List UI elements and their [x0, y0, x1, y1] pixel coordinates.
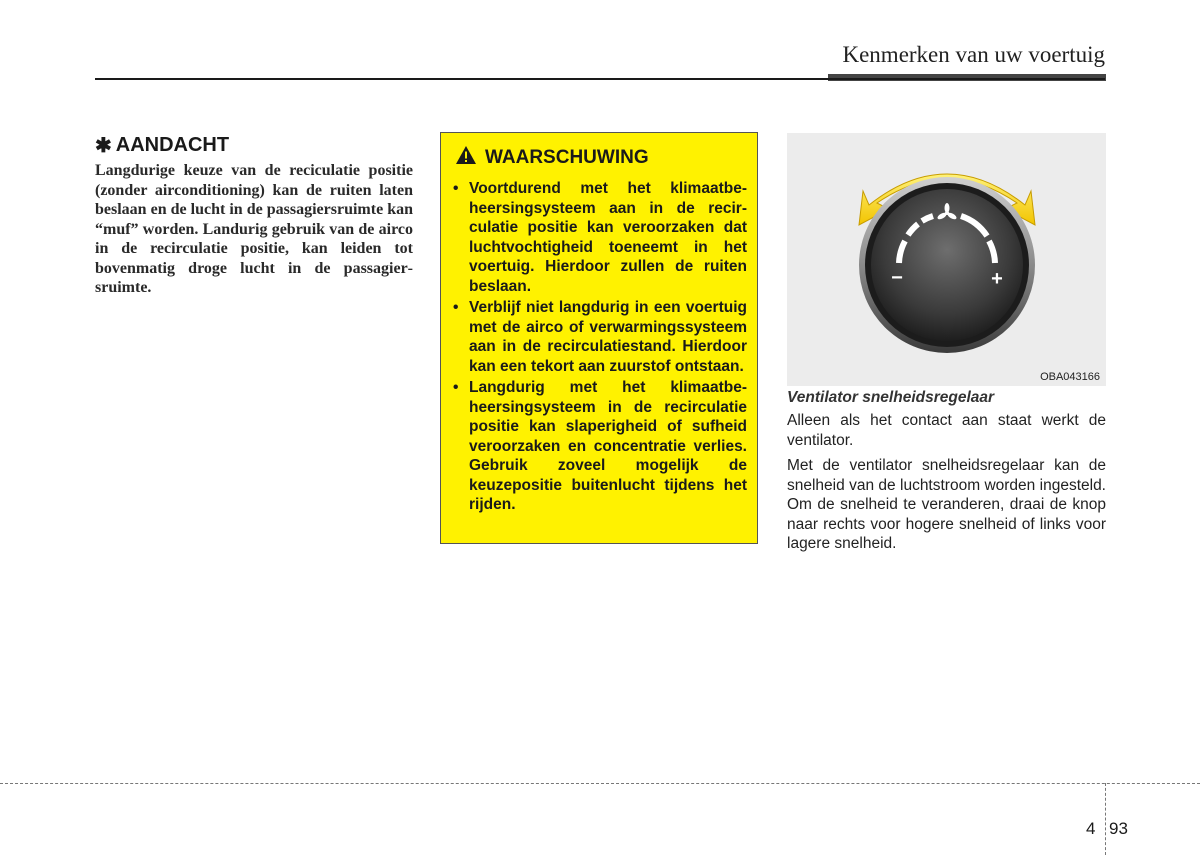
warning-list [451, 179, 747, 515]
figure-caption: Ventilator snelheidsregelaar [787, 389, 995, 406]
body-paragraph: Alleen als het contact aan staat werkt de ventilator. [787, 412, 1106, 449]
bullet-icon: • [453, 180, 459, 197]
bullet-icon: • [453, 299, 459, 316]
header-rule [95, 78, 1105, 80]
footer-rule [0, 783, 1200, 784]
figure-code: OBA043166 [1040, 371, 1100, 383]
warning-item [451, 378, 747, 515]
footer-divider [1105, 783, 1106, 855]
warning-item-text: Verblijf niet langdurig in een voertuig met de airco of verwarmingssysteem aan in de recirculatiestand. Hierdoor kan een tekort aan zuurstof ontstaan. [469, 299, 747, 375]
minus-label: − [891, 267, 903, 289]
warning-heading-text: WAARSCHUWING [485, 147, 649, 168]
warning-box [440, 132, 758, 544]
note-heading-text: AANDACHT [115, 134, 230, 156]
warning-item [451, 298, 747, 376]
note-section [95, 133, 413, 298]
warning-item-text: Langdurig met het klimaatbeheersingsysteem in de recirculatie positie kan slaperigheid of sufheid veroorzaken en concentratie verlies. Gebruik zoveel mogelijk de keuzepositie buitenlucht tijdens het rijden. [469, 379, 747, 513]
note-text: Langdurige keuze van de reciculatie positie (zonder airconditioning) kan de ruiten laten beslaan en de lucht in de passagiersruimte kan “muf” worden. Landurig gebruik van de airco in de recirculatie positie, kan leiden tot bovenmatig droge lucht in de passagiersruimte. [95, 162, 413, 296]
plus-label: + [991, 268, 1003, 290]
warning-triangle-icon [455, 145, 477, 171]
warning-item-text: Voortdurend met het klimaatbeheersingsysteem aan in de recirculatie positie kan veroorzaken dat luchtvochtigheid toeneemt in het voertuig. Hierdoor zullen de ruiten beslaan. [469, 180, 747, 295]
fan-speed-section [787, 389, 1106, 560]
body-paragraph: Met de ventilator snelheidsregelaar kan de snelheid van de luchtstroom worden ingesteld. Om de snelheid te veranderen, draai de knop naar rechts voor hogere snelheid of links voor lagere snelheid. [787, 457, 1106, 552]
page-header-title: Kenmerken van uw voertuig [842, 42, 1105, 67]
warning-item [451, 179, 747, 296]
warning-heading [451, 145, 747, 171]
page-number: 93 [1109, 819, 1128, 838]
fan-speed-knob-figure [787, 133, 1106, 386]
bullet-icon: • [453, 379, 459, 396]
note-heading [95, 133, 413, 158]
fan-knob-illustration [787, 133, 1106, 386]
asterisk-icon: ✱ [95, 135, 112, 157]
chapter-number: 4 [1086, 819, 1096, 838]
